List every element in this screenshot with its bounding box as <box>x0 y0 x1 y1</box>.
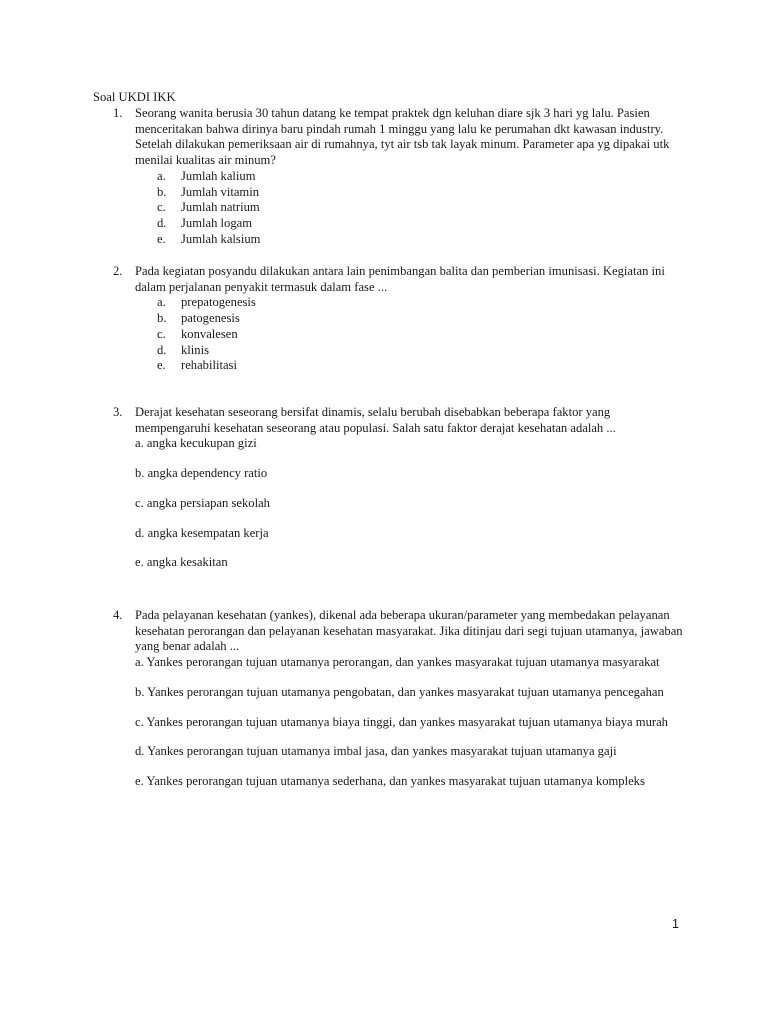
option-text: patogenesis <box>181 311 240 326</box>
option-list <box>135 169 683 248</box>
option-letter: c. <box>157 200 166 215</box>
option-letter: a. <box>157 295 166 310</box>
option-item <box>157 311 683 327</box>
option-item: b. Yankes perorangan tujuan utamanya pengobatan, dan yankes masyarakat tujuan utamanya pencegahan <box>135 684 664 699</box>
option-item: d. angka kesempatan kerja <box>135 525 269 540</box>
option-item: a. angka kecukupan gizi <box>135 436 257 451</box>
option-text: Jumlah natrium <box>181 200 260 215</box>
option-text: rehabilitasi <box>181 358 237 373</box>
option-item <box>157 295 683 311</box>
option-item: b. angka dependency ratio <box>135 466 268 481</box>
option-text: Jumlah kalsium <box>181 231 261 246</box>
option-text: Jumlah logam <box>181 215 253 230</box>
option-item <box>157 327 683 343</box>
option-letter: d. <box>157 342 167 357</box>
question-number: 4. <box>113 608 123 622</box>
option-item <box>157 232 683 248</box>
option-text: Jumlah vitamin <box>181 184 260 199</box>
option-item <box>157 185 683 201</box>
option-letter: a. <box>157 168 166 183</box>
option-letter: b. <box>157 311 167 326</box>
question-stem: Derajat kesehatan seseorang bersifat dinamis, selalu berubah disebabkan beberapa faktor yang mempengaruhi kesehatan seseorang atau populasi. Salah satu faktor derajat kesehatan adalah ... <box>135 405 616 435</box>
option-item <box>157 343 683 359</box>
question-number: 2. <box>113 264 123 278</box>
option-text: prepatogenesis <box>181 295 256 310</box>
document-title: Soal UKDI IKK <box>93 90 176 104</box>
option-item: a. Yankes perorangan tujuan utamanya perorangan, dan yankes masyarakat tujuan utamanya masyarakat <box>135 655 660 670</box>
option-letter: e. <box>157 358 166 373</box>
option-letter: c. <box>157 326 166 341</box>
option-text: Jumlah kalium <box>181 168 256 183</box>
option-letter: e. <box>157 231 166 246</box>
question-number: 1. <box>113 106 123 120</box>
option-item <box>157 358 683 374</box>
option-item: e. Yankes perorangan tujuan utamanya sederhana, dan yankes masyarakat tujuan utamanya kompleks <box>135 773 645 788</box>
option-item: d. Yankes perorangan tujuan utamanya imbal jasa, dan yankes masyarakat tujuan utamanya gaji <box>135 744 617 759</box>
option-item: c. angka persiapan sekolah <box>135 495 270 510</box>
page-number: 1 <box>672 917 679 931</box>
question-4 <box>113 608 683 790</box>
question-2 <box>113 264 683 374</box>
option-list <box>135 295 683 374</box>
option-item: c. Yankes perorangan tujuan utamanya biaya tinggi, dan yankes masyarakat tujuan utamanya biaya murah <box>135 714 668 729</box>
option-text: konvalesen <box>181 326 238 341</box>
option-letter: b. <box>157 184 167 199</box>
question-stem: Pada pelayanan kesehatan (yankes), dikenal ada beberapa ukuran/parameter yang membedakan pelayanan kesehatan perorangan dan pelayanan kesehatan masyarakat. Jika ditinjau dari segi tujuan utamanya, jawaban yang benar adalah ... <box>135 608 683 654</box>
question-stem: Pada kegiatan posyandu dilakukan antara lain penimbangan balita dan pemberian imunisasi. Kegiatan ini dalam perjalanan penyakit termasuk dalam fase ... <box>135 264 665 294</box>
option-item <box>157 169 683 185</box>
option-item <box>157 200 683 216</box>
question-3 <box>113 405 683 571</box>
question-1 <box>113 106 683 247</box>
option-text: klinis <box>181 342 209 357</box>
question-number: 3. <box>113 405 123 419</box>
option-letter: d. <box>157 215 167 230</box>
option-item: e. angka kesakitan <box>135 555 228 570</box>
option-item <box>157 216 683 232</box>
question-stem: Seorang wanita berusia 30 tahun datang ke tempat praktek dgn keluhan diare sjk 3 hari yg lalu. Pasien menceritakan bahwa dirinya baru pindah rumah 1 minggu yang lalu ke perumahan dkt kawasan industry. Setelah dilakukan pemeriksaan air di rumahnya, tyt air tsb tak layak minum. Parameter apa yg dipakai utk menilai kualitas air minum? <box>135 106 670 168</box>
